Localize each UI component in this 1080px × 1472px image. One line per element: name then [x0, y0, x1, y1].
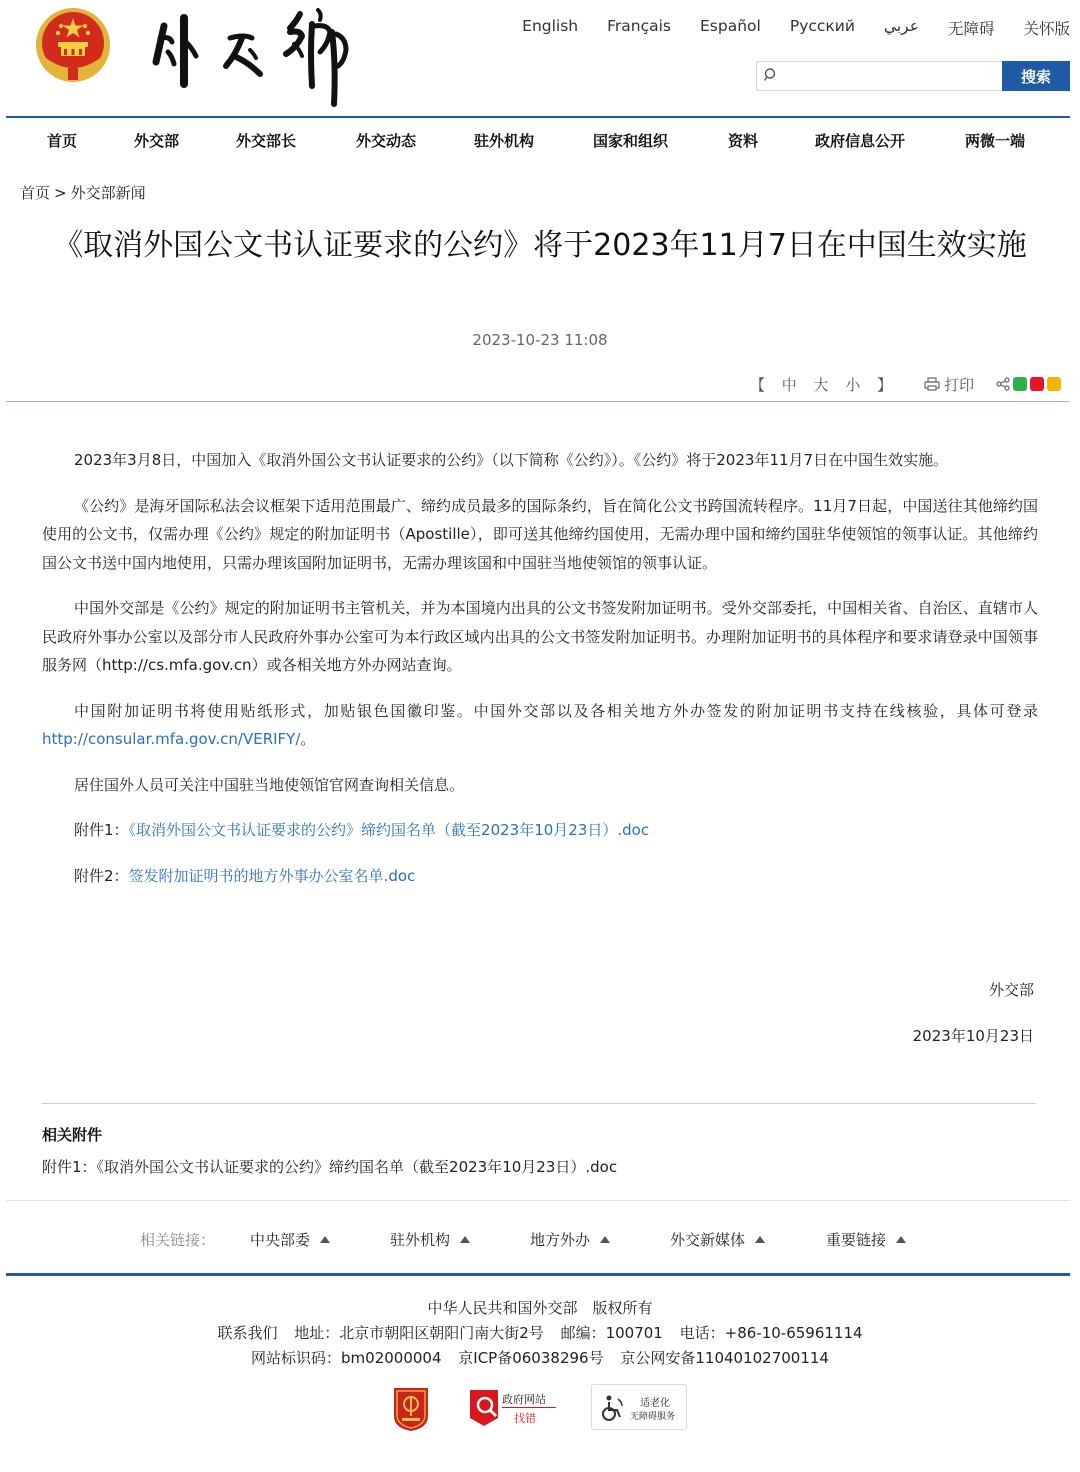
nav-resources[interactable]: 资料: [728, 132, 759, 150]
signer: 外交部: [988, 981, 1034, 999]
lang-spanish[interactable]: Español: [700, 17, 761, 35]
access-badge-bottom: 无障碍服务: [630, 1412, 676, 1422]
header-divider: [6, 116, 1070, 118]
article-body: [42, 446, 1038, 907]
verify-link[interactable]: http://consular.mfa.gov.cn/VERIFY/: [42, 730, 301, 748]
error-badge-bottom: 找错: [514, 1412, 536, 1425]
language-bar: [493, 17, 1070, 39]
related-links-label: 相关链接：: [140, 1231, 216, 1249]
nav-ministry[interactable]: 外交部: [134, 132, 180, 150]
font-size-switcher[interactable]: 【 中 大 小 】: [750, 375, 899, 394]
wheelchair-icon: [598, 1393, 628, 1423]
attachment-2-link[interactable]: 签发附加证明书的地方外事办公室名单.doc: [128, 866, 416, 885]
party-gov-organ-badge[interactable]: [392, 1386, 430, 1432]
print-label: 打印: [944, 375, 975, 394]
lang-french[interactable]: Français: [607, 17, 672, 35]
attachment-2-label: 附件2：: [74, 866, 129, 885]
print-button[interactable]: [924, 374, 974, 395]
nav-gov-info[interactable]: 政府信息公开: [815, 132, 906, 150]
article-date: 2023-10-23 11:08: [472, 331, 608, 349]
search-button[interactable]: 搜索: [1002, 61, 1070, 91]
attachment-1-label: 附件1：: [74, 821, 129, 839]
paragraph-4-text: 中国附加证明书将使用贴纸形式，加贴银色国徽印鉴。中国外交部以及各相关地方外办签发的附加证明书支持在线核验，具体可登录: [74, 701, 1038, 720]
footer-registration-line: [0, 1346, 1080, 1371]
share-icon[interactable]: [996, 377, 1010, 391]
related-item-label: 驻外机构: [390, 1231, 451, 1249]
triangle-up-icon: [460, 1236, 470, 1243]
related-missions[interactable]: [390, 1229, 470, 1250]
nav-activities[interactable]: 外交动态: [356, 132, 417, 150]
footer-police[interactable]: 京公网安备11040102700114: [620, 1349, 829, 1367]
triangle-up-icon: [755, 1236, 765, 1243]
paragraph-3: 中国外交部是《公约》规定的附加证明书主管机关，并为本国境内出具的公文书签发附加证明书。受外交部委托，中国相关省、自治区、直辖市人民政府外事办公室以及部分市人民政府外事办公室可为本行政区域内出具的公文书签发附加证明书。办理附加证明书的具体程序和要求请登录中国领事服务网（http://cs.mfa.gov.cn）或各相关地方外办网站查询。: [42, 599, 1038, 674]
site-footer: [0, 1296, 1080, 1371]
main-nav: [6, 119, 1070, 161]
related-important-links[interactable]: [826, 1229, 906, 1250]
contact-us-link[interactable]: 联系我们: [217, 1324, 278, 1342]
sign-date: 2023年10月23日: [912, 1027, 1034, 1045]
national-emblem-logo[interactable]: [34, 6, 112, 84]
paragraph-4-tail: 。: [300, 730, 316, 748]
footer-divider: [6, 1273, 1070, 1276]
breadcrumb-current[interactable]: 外交部新闻: [70, 184, 146, 202]
related-item-label: 中央部委: [250, 1231, 311, 1249]
paragraph-1: 2023年3月8日，中国加入《取消外国公文书认证要求的公约》（以下简称《公约》）。《公约》将于2023年11月7日在中国生效实施。: [74, 451, 949, 469]
footer-postcode: 邮编：100701: [560, 1324, 663, 1342]
nav-minister[interactable]: 外交部长: [236, 132, 297, 150]
article-tools: [750, 373, 1061, 395]
footer-badges: [0, 1384, 1080, 1434]
related-attachments-heading: 相关附件: [42, 1126, 103, 1144]
related-item-label: 外交新媒体: [670, 1231, 746, 1249]
lang-arabic[interactable]: عربي: [883, 17, 919, 35]
footer-contact-line: [0, 1321, 1080, 1346]
nav-home[interactable]: 首页: [47, 132, 78, 150]
error-badge-top: 政府网站: [502, 1393, 546, 1406]
search-box: [756, 61, 1070, 91]
access-badge-top: 适老化: [640, 1398, 670, 1409]
title-divider: [6, 401, 1070, 402]
breadcrumb-home[interactable]: 首页: [20, 184, 51, 202]
search-input[interactable]: [783, 64, 1003, 88]
qzone-icon[interactable]: [1047, 377, 1061, 391]
lang-russian[interactable]: Русский: [789, 17, 855, 35]
footer-site-id: 网站标识码：bm02000004: [251, 1349, 442, 1367]
mfa-calligraphy-logo[interactable]: [150, 4, 355, 108]
related-item-label: 地方外办: [530, 1231, 591, 1249]
nav-social[interactable]: 两微一端: [965, 132, 1026, 150]
attachment-2-line: [42, 862, 1038, 891]
breadcrumb: [20, 182, 150, 203]
elderly-accessibility-badge[interactable]: [591, 1384, 687, 1430]
triangle-up-icon: [600, 1236, 610, 1243]
search-icon: [763, 67, 779, 83]
paragraph-2: 《公约》是海牙国际私法会议框架下适用范围最广、缔约成员最多的国际条约，旨在简化公文书跨国流转程序。11月7日起，中国送往其他缔约国使用的公文书，仅需办理《公约》规定的附加证明书（Apostille），即可送其他缔约国使用，无需办理中国和缔约国驻华使领馆的领事认证。其他缔约国公文书送中国内地使用，只需办理该国附加证明书，无需办理该国和中国驻当地使领馆的领事认证。: [42, 496, 1038, 572]
attachment-1-link[interactable]: 《取消外国公文书认证要求的公约》缔约国名单（截至2023年10月23日）.doc: [128, 821, 650, 839]
elderly-care-link[interactable]: 关怀版: [1023, 20, 1070, 38]
error-badge-rule: [502, 1407, 556, 1408]
site-header: [0, 0, 1080, 116]
paragraph-4: [42, 697, 1038, 754]
nav-missions[interactable]: 驻外机构: [474, 132, 535, 150]
accessibility-link[interactable]: 无障碍: [947, 20, 995, 38]
breadcrumb-separator: >: [54, 184, 67, 202]
article-title: 《取消外国公文书认证要求的公约》将于2023年11月7日在中国生效实施: [53, 228, 1027, 263]
footer-icp[interactable]: 京ICP备06038296号: [458, 1349, 604, 1367]
attachment-1-line: [42, 816, 1038, 845]
related-local-fao[interactable]: [530, 1229, 610, 1250]
paragraph-5: 居住国外人员可关注中国驻当地使领馆官网查询相关信息。: [74, 775, 465, 794]
copyright: 中华人民共和国外交部 版权所有: [427, 1299, 653, 1317]
share-bar: [996, 377, 1061, 391]
attachments-divider: [42, 1103, 1036, 1104]
triangle-up-icon: [896, 1236, 906, 1243]
triangle-up-icon: [320, 1236, 330, 1243]
related-attachment-item[interactable]: 附件1：《取消外国公文书认证要求的公约》缔约国名单（截至2023年10月23日）.doc: [42, 1158, 618, 1176]
wechat-icon[interactable]: [1013, 377, 1027, 391]
weibo-icon[interactable]: [1030, 377, 1044, 391]
related-central-ministries[interactable]: [250, 1229, 330, 1250]
related-new-media[interactable]: [670, 1229, 765, 1250]
error-report-icon: [468, 1388, 500, 1428]
lang-english[interactable]: English: [522, 17, 579, 35]
gov-site-error-badge[interactable]: [468, 1388, 558, 1430]
related-divider: [6, 1200, 1070, 1201]
nav-countries[interactable]: 国家和组织: [593, 132, 669, 150]
related-item-label: 重要链接: [826, 1231, 887, 1249]
footer-phone: 电话：+86-10-65961114: [679, 1324, 863, 1342]
printer-icon: [924, 377, 940, 391]
footer-address: 地址：北京市朝阳区朝阳门南大街2号: [294, 1324, 544, 1342]
